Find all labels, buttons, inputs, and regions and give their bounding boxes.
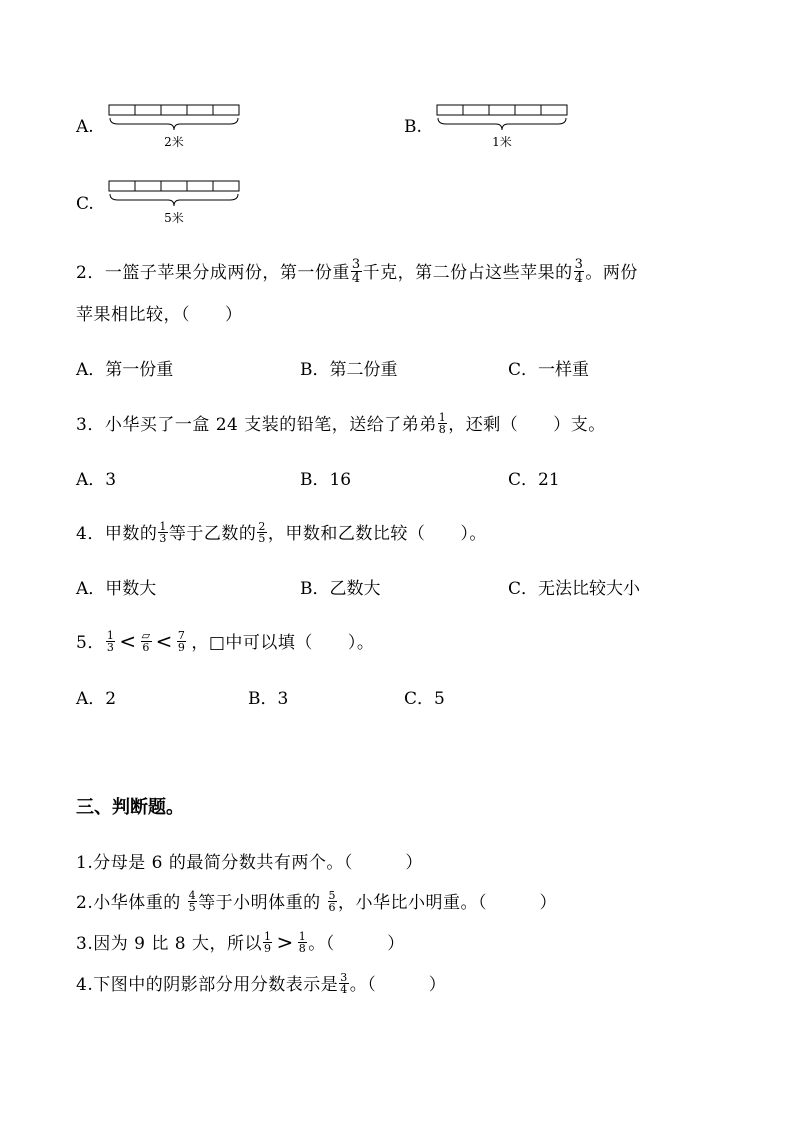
q2-option-b[interactable]: B．第二份重 — [300, 360, 398, 380]
fraction: $\frac{5}{6}$ — [328, 889, 337, 914]
option-b-label: B. — [404, 117, 422, 137]
q5-option-c[interactable]: C．5 — [404, 689, 445, 709]
fraction: $\frac{1}{8}$ — [298, 930, 307, 955]
segment-diagram-b — [436, 104, 570, 156]
option-a-label: A. — [76, 117, 94, 137]
judge-4: 4.下图中的阴影部分用分数表示是 $\frac{3}{4}$ 。（ ） — [76, 971, 447, 996]
section-3-title: 三、判断题。 — [76, 797, 184, 818]
question-5: 5． $\frac{1}{3}$ < $\frac{▱}{6}$ < $\frac{7}{9}$ ，□中可以填（ ）。 — [76, 629, 375, 654]
diagram-a-caption: 2米 — [164, 135, 184, 149]
option-c-label: C. — [76, 194, 94, 214]
diagram-c-caption: 5米 — [164, 211, 184, 225]
q3-option-b[interactable]: B．16 — [300, 470, 352, 490]
q3-option-a[interactable]: A．3 — [76, 470, 117, 490]
diagram-b-caption: 1米 — [492, 135, 512, 149]
fraction: $\frac{1}{3}$ — [159, 520, 167, 545]
fraction: $\frac{▱}{6}$ — [141, 629, 151, 654]
fraction: $\frac{3}{4}$ — [574, 257, 584, 286]
judge-3: 3.因为 9 比 8 大，所以 $\frac{1}{9}$ > $\frac{1}{8}$ 。（ ） — [76, 930, 405, 955]
fraction: $\frac{1}{8}$ — [438, 411, 447, 436]
q2-option-c[interactable]: C．一样重 — [508, 360, 590, 380]
fraction: $\frac{3}{4}$ — [351, 257, 361, 286]
q4-option-c[interactable]: C．无法比较大小 — [508, 579, 641, 599]
fraction: $\frac{1}{3}$ — [106, 629, 115, 654]
segment-diagram-c — [108, 180, 242, 232]
q4-option-b[interactable]: B．乙数大 — [300, 579, 381, 599]
fraction: $\frac{3}{4}$ — [340, 971, 348, 996]
q3-option-c[interactable]: C．21 — [508, 470, 560, 490]
judge-2: 2.小华体重的 $\frac{4}{5}$ 等于小明体重的 $\frac{5}{6}$ ，小华比小明重。（ ） — [76, 889, 558, 914]
question-4: 4．甲数的 $\frac{1}{3}$ 等于乙数的 $\frac{2}{5}$ ，甲数和乙数比较（ ）。 — [76, 520, 487, 545]
q5-option-a[interactable]: A．2 — [76, 689, 117, 709]
fraction: $\frac{2}{5}$ — [258, 520, 266, 545]
segment-diagram-a — [108, 104, 242, 156]
question-2-line2: 苹果相比较，（ ） — [76, 305, 243, 325]
question-2-line1: 2．一篮子苹果分成两份，第一份重 $\frac{3}{4}$ 千克，第二份占这些苹果的 $\frac{3}{4}$ 。两份 — [76, 257, 638, 286]
fraction: $\frac{7}{9}$ — [177, 629, 186, 654]
fraction: $\frac{1}{9}$ — [263, 930, 272, 955]
judge-1: 1.分母是 6 的最简分数共有两个。（ ） — [76, 853, 423, 873]
q5-option-b[interactable]: B．3 — [248, 689, 289, 709]
q2-option-a[interactable]: A．第一份重 — [76, 360, 174, 380]
question-3: 3．小华买了一盒 24 支装的铅笔，送给了弟弟 $\frac{1}{8}$ ，还剩（ ）支。 — [76, 411, 606, 436]
fraction: $\frac{4}{5}$ — [188, 889, 197, 914]
q4-option-a[interactable]: A．甲数大 — [76, 579, 157, 599]
